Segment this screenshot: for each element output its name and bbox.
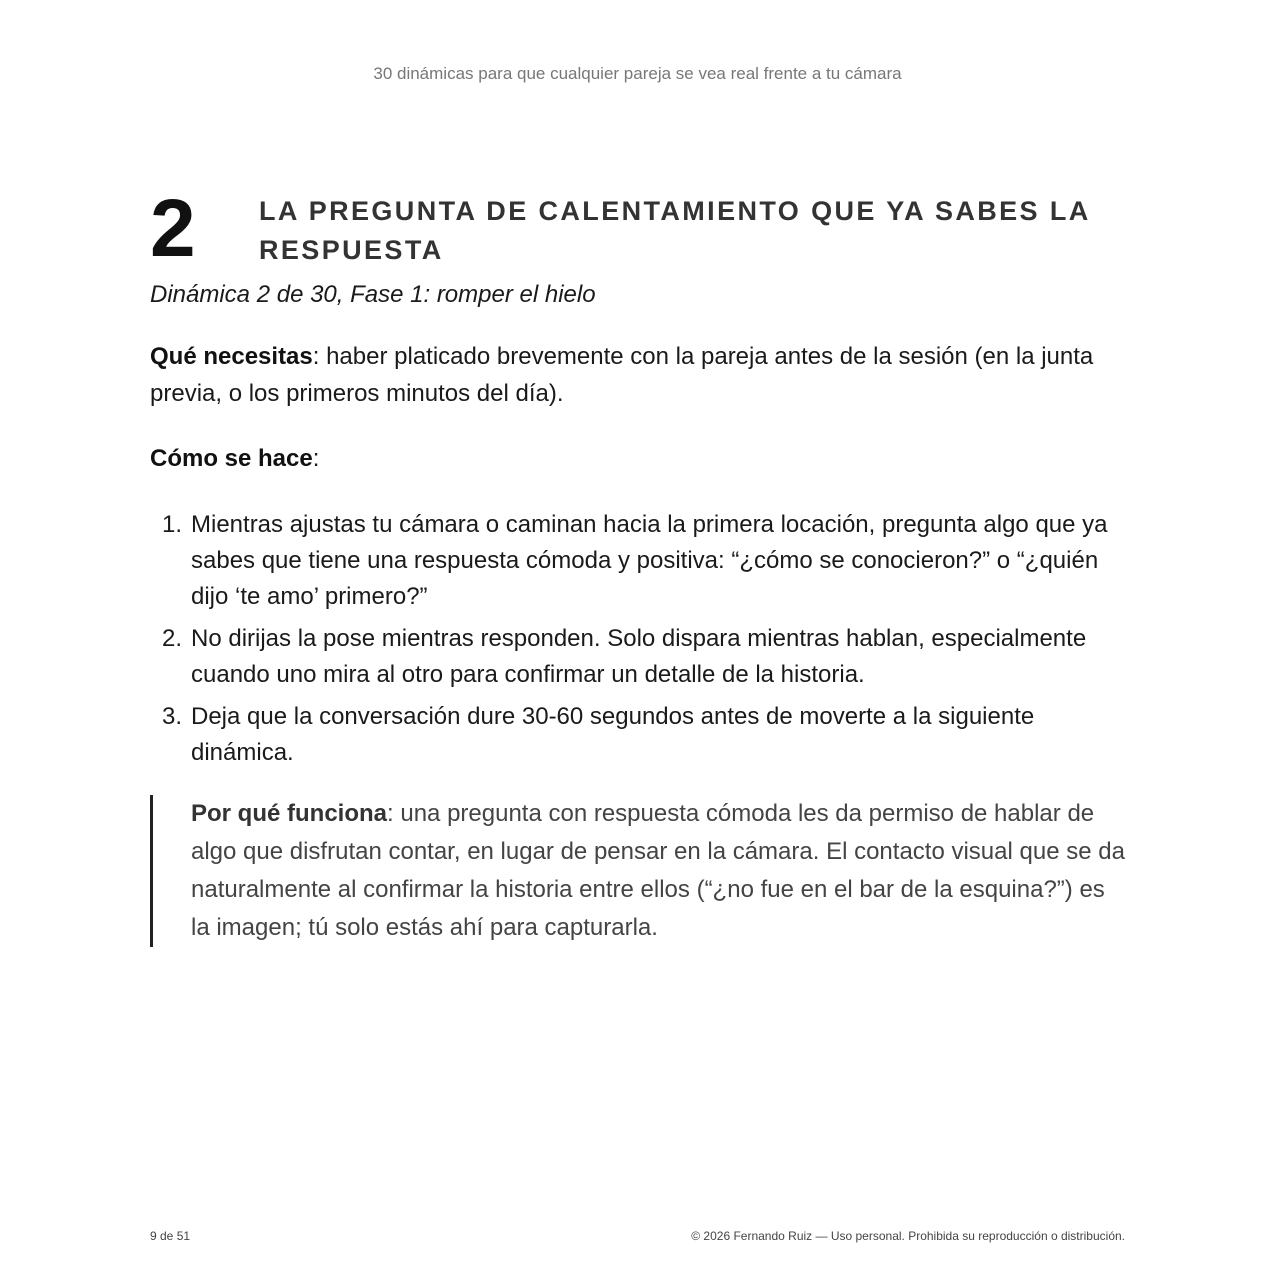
step-text: No dirijas la pose mientras responden. Solo dispara mientras hablan, especialmente cuando uno mira al otro para confirmar un detalle de la historia. — [191, 625, 1087, 688]
why-text: : una pregunta con respuesta cómoda les da permiso de hablar de algo que disfrutan contar, en lugar de pensar en la cámara. El contacto visual que se da naturalmente al confirmar la historia entre ellos (“¿no fue en el bar de la esquina?”) es la imagen; tú solo estás ahí para capturarla. — [191, 800, 1125, 941]
chapter-heading — [150, 183, 1126, 274]
why-callout — [150, 795, 1126, 947]
needs-text: : haber platicado brevemente con la pareja antes de la sesión (en la junta previa, o los primeros minutos del día). — [150, 343, 1094, 407]
page-content — [150, 183, 1126, 947]
copyright-notice: © 2026 Fernando Ruiz — Uso personal. Prohibida su reproducción o distribución. — [691, 1229, 1125, 1243]
list-item — [150, 621, 1126, 693]
chapter-number: 2 — [150, 183, 196, 274]
step-number: 3. — [162, 703, 183, 730]
chapter-title: LA PREGUNTA DE CALENTAMIENTO QUE YA SABES LA RESPUESTA — [259, 196, 1090, 265]
page-number: 9 de 51 — [150, 1229, 191, 1243]
needs-label: Qué necesitas — [150, 343, 313, 370]
how-suffix: : — [312, 445, 320, 472]
list-item — [150, 699, 1126, 771]
step-number: 1. — [162, 511, 183, 538]
step-text: Deja que la conversación dure 30-60 segundos antes de moverte a la siguiente dinámica. — [191, 703, 1035, 766]
running-header: 30 dinámicas para que cualquier pareja se vea real frente a tu cámara — [373, 64, 902, 83]
why-label: Por qué funciona — [191, 800, 388, 827]
how-heading — [150, 440, 1126, 477]
list-item — [150, 507, 1126, 615]
step-text: Mientras ajustas tu cámara o caminan hacia la primera locación, pregunta algo que ya sabes que tiene una respuesta cómoda y positiva: “¿cómo se conocieron?” o “¿quién dijo ‘te amo’ primero?” — [191, 511, 1108, 610]
step-number: 2. — [162, 625, 183, 652]
how-label: Cómo se hace — [150, 445, 313, 472]
needs-paragraph — [150, 338, 1126, 412]
chapter-subtitle: Dinámica 2 de 30, Fase 1: romper el hielo — [150, 281, 596, 308]
steps-list — [150, 507, 1126, 771]
